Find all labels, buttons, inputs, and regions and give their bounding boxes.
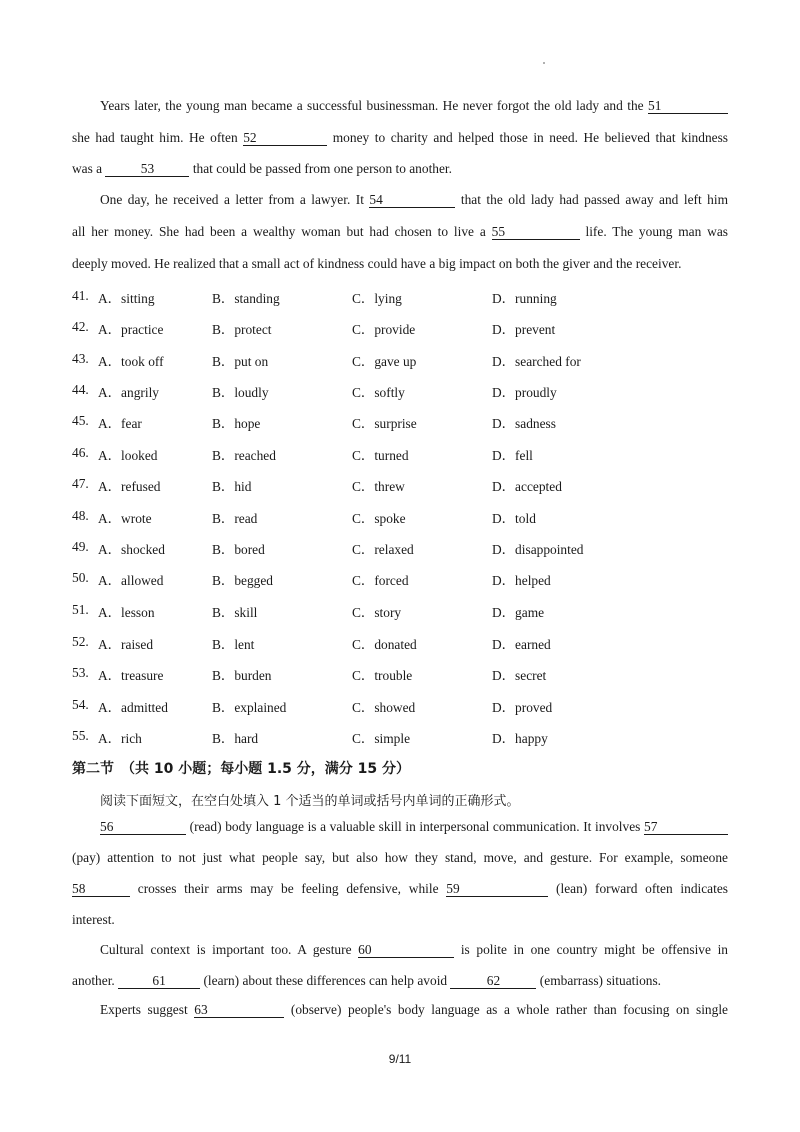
option-row <box>72 476 732 496</box>
section2-p2-line1 <box>100 942 728 958</box>
question-number: 46. <box>72 445 89 460</box>
option-c[interactable]: C．threw <box>352 479 405 494</box>
blank-62[interactable]: 62 <box>450 974 536 989</box>
option-d[interactable]: D．disappointed <box>492 542 584 557</box>
section2-p1-line3 <box>72 881 728 897</box>
text: (lean) forward often indicates <box>548 881 728 896</box>
section2-p3-line1 <box>100 1002 728 1018</box>
option-d[interactable]: D．fell <box>492 448 533 463</box>
option-d[interactable]: D．proved <box>492 700 553 715</box>
question-number: 48. <box>72 508 89 523</box>
text: (observe) people's body language as a whole rather than focusing on single <box>284 1002 728 1017</box>
passage1-p1-line3 <box>72 161 452 177</box>
option-row <box>72 319 732 339</box>
blank-51[interactable]: 51 <box>648 99 728 114</box>
text: (learn) about these differences can help avoid <box>200 973 451 988</box>
option-c[interactable]: C．lying <box>352 291 402 306</box>
option-c[interactable]: C．surprise <box>352 416 417 431</box>
passage1-p2-line1 <box>100 192 728 208</box>
option-row <box>72 728 732 748</box>
question-number: 52. <box>72 634 89 649</box>
option-b[interactable]: B．explained <box>212 700 287 715</box>
option-row <box>72 602 732 622</box>
option-c[interactable]: C．simple <box>352 731 411 746</box>
option-a[interactable]: A．shocked <box>98 542 165 557</box>
option-b[interactable]: B．put on <box>212 354 269 369</box>
passage1-p2-line3: deeply moved. He realized that a small act of kindness could have a big impact on both the giver and the receiver. <box>72 256 682 271</box>
option-d[interactable]: D．secret <box>492 668 547 683</box>
option-b[interactable]: B．bored <box>212 542 265 557</box>
option-row <box>72 634 732 654</box>
blank-63[interactable]: 63 <box>194 1003 284 1018</box>
option-c[interactable]: C．forced <box>352 573 409 588</box>
option-c[interactable]: C．spoke <box>352 511 406 526</box>
option-row <box>72 382 732 402</box>
section2-p1-line2: (pay) attention to not just what people say, but also how they stand, move, and gesture. For example, someone <box>72 850 728 865</box>
option-a[interactable]: A．raised <box>98 637 154 652</box>
text: life. The young man was <box>579 224 728 239</box>
page-number: 9/11 <box>388 1052 412 1066</box>
scan-dot <box>543 62 545 64</box>
section2-heading: 第二节 （共 10 小题；每小题 1.5 分，满分 15 分） <box>72 761 411 777</box>
option-c[interactable]: C．provide <box>352 322 416 337</box>
text: (read) body language is a valuable skill in interpersonal communication. It involves <box>186 819 644 834</box>
option-d[interactable]: D．told <box>492 511 536 526</box>
text: (embarrass) situations. <box>536 973 662 988</box>
option-b[interactable]: B．protect <box>212 322 272 337</box>
text: another. <box>72 973 119 988</box>
option-b[interactable]: B．burden <box>212 668 272 683</box>
option-c[interactable]: C．trouble <box>352 668 413 683</box>
blank-52[interactable]: 52 <box>243 131 327 146</box>
section2-p1-line4: interest. <box>72 912 115 927</box>
option-b[interactable]: B．reached <box>212 448 276 463</box>
option-row <box>72 413 732 433</box>
blank-59[interactable]: 59 <box>446 882 548 897</box>
blank-54[interactable]: 54 <box>369 193 455 208</box>
option-c[interactable]: C．turned <box>352 448 409 463</box>
option-c[interactable]: C．donated <box>352 637 417 652</box>
text: that could be passed from one person to another. <box>189 161 453 176</box>
option-row <box>72 665 732 685</box>
option-a[interactable]: A．took off <box>98 354 164 369</box>
text: Cultural context is important too. A gesture <box>100 942 359 957</box>
option-row <box>72 697 732 717</box>
option-d[interactable]: D．helped <box>492 573 551 588</box>
option-row <box>72 508 732 528</box>
option-b[interactable]: B．read <box>212 511 258 526</box>
option-row <box>72 570 732 590</box>
option-row <box>72 445 732 465</box>
question-number: 42. <box>72 319 89 334</box>
option-b[interactable]: B．skill <box>212 605 258 620</box>
blank-58[interactable]: 58 <box>72 882 130 897</box>
option-d[interactable]: D．earned <box>492 637 551 652</box>
question-number: 41. <box>72 288 89 303</box>
option-c[interactable]: C．story <box>352 605 402 620</box>
text: money to charity and helped those in need. He believed that kindness <box>327 130 729 145</box>
text: that the old lady had passed away and left him <box>455 192 728 207</box>
question-number: 45. <box>72 413 89 428</box>
option-c[interactable]: C．softly <box>352 385 405 400</box>
option-a[interactable]: A．practice <box>98 322 164 337</box>
option-a[interactable]: A．sitting <box>98 291 155 306</box>
option-a[interactable]: A．looked <box>98 448 158 463</box>
passage1-p1-line2 <box>72 130 728 146</box>
text: is polite in one country might be offensive in <box>454 942 728 957</box>
blank-55[interactable]: 55 <box>492 225 580 240</box>
option-c[interactable]: C．relaxed <box>352 542 414 557</box>
option-row <box>72 288 732 308</box>
question-number: 50. <box>72 570 89 585</box>
option-row <box>72 351 732 371</box>
blank-60[interactable]: 60 <box>358 943 454 958</box>
question-number: 47. <box>72 476 89 491</box>
passage1-p2-line2 <box>72 224 728 240</box>
text: Experts suggest <box>100 1002 195 1017</box>
option-d[interactable]: D．running <box>492 291 557 306</box>
option-a[interactable]: A．lesson <box>98 605 155 620</box>
option-d[interactable]: D．sadness <box>492 416 556 431</box>
blank-57[interactable]: 57 <box>644 820 728 835</box>
text: was a <box>72 161 106 176</box>
question-number: 54. <box>72 697 89 712</box>
option-a[interactable]: A．fear <box>98 416 142 431</box>
question-number: 43. <box>72 351 89 366</box>
question-number: 44. <box>72 382 89 397</box>
blank-61[interactable]: 61 <box>118 974 200 989</box>
option-c[interactable]: C．showed <box>352 700 416 715</box>
option-b[interactable]: B．lent <box>212 637 255 652</box>
option-a[interactable]: A．treasure <box>98 668 164 683</box>
option-d[interactable]: D．proudly <box>492 385 557 400</box>
question-number: 51. <box>72 602 89 617</box>
section2-p1-line1 <box>100 819 728 835</box>
option-a[interactable]: A．wrote <box>98 511 152 526</box>
option-a[interactable]: A．rich <box>98 731 142 746</box>
option-c[interactable]: C．gave up <box>352 354 417 369</box>
text: all her money. She had been a wealthy woman but had chosen to live a <box>72 224 492 239</box>
option-d[interactable]: D．prevent <box>492 322 556 337</box>
option-b[interactable]: B．standing <box>212 291 280 306</box>
option-a[interactable]: A．admitted <box>98 700 168 715</box>
option-b[interactable]: B．loudly <box>212 385 269 400</box>
section2-p2-line2 <box>72 973 661 989</box>
passage1-p1-line1 <box>100 98 728 114</box>
option-b[interactable]: B．begged <box>212 573 273 588</box>
section2-instruction: 阅读下面短文，在空白处填入 1 个适当的单词或括号内单词的正确形式。 <box>100 794 520 809</box>
text: she had taught him. He often <box>72 130 244 145</box>
option-a[interactable]: A．refused <box>98 479 161 494</box>
option-b[interactable]: B．hope <box>212 416 261 431</box>
question-number: 55. <box>72 728 89 743</box>
text: Years later, the young man became a successful businessman. He never forgot the old lady and the <box>100 98 648 113</box>
option-d[interactable]: D．accepted <box>492 479 562 494</box>
option-a[interactable]: A．allowed <box>98 573 164 588</box>
text: crosses their arms may be feeling defensive, while <box>130 881 447 896</box>
blank-56[interactable]: 56 <box>100 820 186 835</box>
question-number: 53. <box>72 665 89 680</box>
option-b[interactable]: B．hid <box>212 479 252 494</box>
option-d[interactable]: D．searched for <box>492 354 581 369</box>
option-b[interactable]: B．hard <box>212 731 259 746</box>
option-a[interactable]: A．angrily <box>98 385 159 400</box>
blank-53[interactable]: 53 <box>105 162 189 177</box>
question-number: 49. <box>72 539 89 554</box>
option-d[interactable]: D．game <box>492 605 545 620</box>
option-d[interactable]: D．happy <box>492 731 548 746</box>
option-row <box>72 539 732 559</box>
text: One day, he received a letter from a lawyer. It <box>100 192 370 207</box>
